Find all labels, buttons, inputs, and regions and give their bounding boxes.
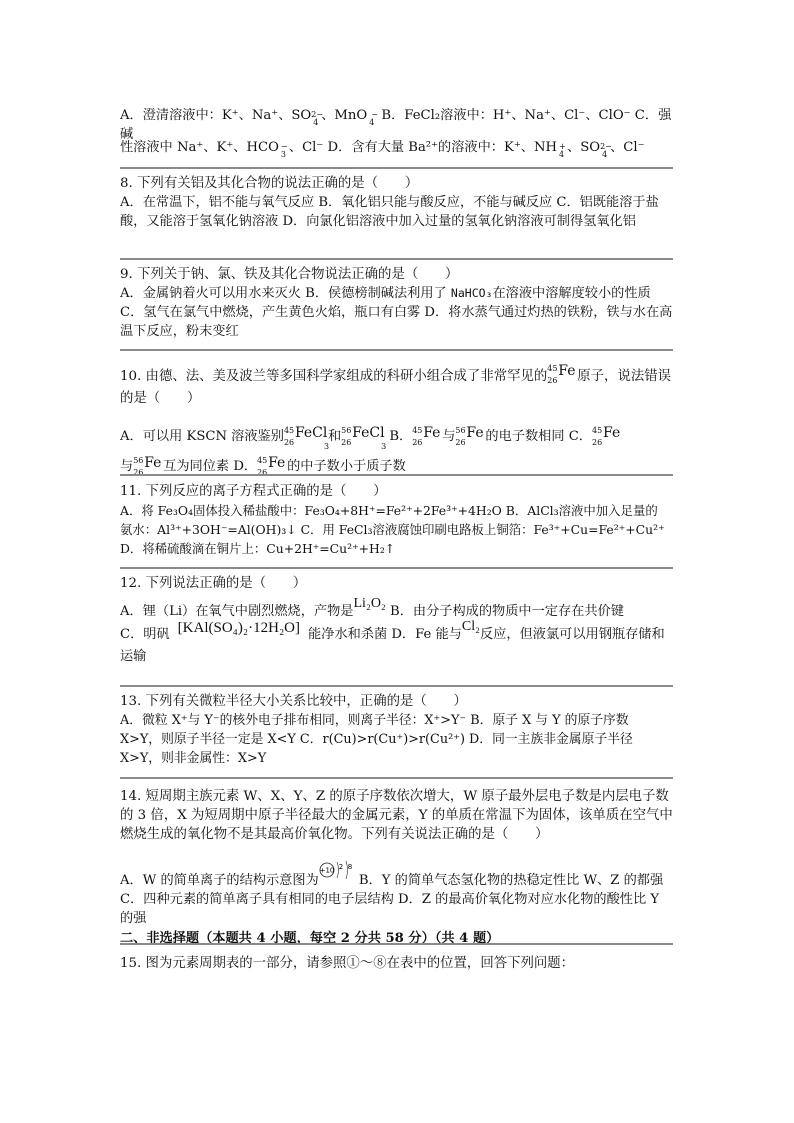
question-13 xyxy=(120,692,673,768)
fe45-isotope: 45 26 Fe xyxy=(592,425,621,447)
question-14 xyxy=(120,787,673,948)
shell-2-electrons: 8 xyxy=(347,863,352,871)
fe56cl3: 56 26 FeCl 3 xyxy=(341,425,387,451)
question-15 xyxy=(120,954,673,973)
q7-options xyxy=(120,106,673,157)
nucleus-charge: +10 xyxy=(319,866,335,875)
cl2-formula: Cl₂ xyxy=(461,619,481,634)
ion-structure-icon xyxy=(319,858,355,882)
divider xyxy=(120,777,673,779)
q12-options: A．锂（Li）在氧气中剧烈燃烧，产物是Li₂O₂ B．由分子构成的物质中一定存在共价键 C．明矾 [KAl(SO₄)₂·12H₂O] 能净水和杀菌 D．Fe 能与Cl₂反应，但液氯可以用钢瓶存储和运输 xyxy=(120,596,665,664)
divider xyxy=(120,167,673,169)
divider xyxy=(120,567,673,569)
question-10 xyxy=(120,360,673,480)
q8-title: 8. 下列有关铝及其化合物的说法正确的是（ ） xyxy=(120,176,419,191)
q11-title: 11. 下列反应的离子方程式正确的是（ ） xyxy=(120,484,387,499)
fe45-isotope: 45 26 Fe xyxy=(412,425,441,447)
fe45-isotope: 45 26 Fe xyxy=(257,455,286,477)
q14-options: A．W 的简单离子的结构示意图为 +10 2 8 B．Y 的简单气态氢化物的热稳定性比 W、Z 的都强 C．四种元素的简单离子具有相同的电子层结构 D．Z 的最高价氧化物对应水化物的酸性比 Y 的强 xyxy=(120,858,673,928)
q13-option-line-2: X>Y，则原子半径一定是 X<Y C．r(Cu)>r(Cu⁺)>r(Cu²⁺) D．同一主族非金属原子半径 xyxy=(120,732,633,747)
divider xyxy=(120,258,673,260)
alum-formula: [KAl(SO₄)₂·12H₂O] xyxy=(177,620,301,636)
q8-options: A．在常温下，铝不能与氧气反应 B．氧化铝只能与酸反应，不能与碱反应 C．铝既能溶于盐酸，又能溶于氢氧化钠溶液 D．向氯化铝溶液中加入过量的氢氧化钠溶液可制得氢氧化铝 xyxy=(120,195,659,229)
divider xyxy=(120,474,673,476)
question-12 xyxy=(120,574,673,668)
q9-options: A．金属钠着火可以用水来灭火 B．侯德榜制碱法利用了 NaHCO₃在溶液中溶解度较小的性质 C．氢气在氯气中燃烧，产生黄色火焰，瓶口有白雾 D．将水蒸气通过灼热的铁粉，铁与水在高温下反应，粉末变红 xyxy=(120,286,673,339)
question-8 xyxy=(120,174,673,231)
section-2-heading: 二、非选择题（本题共 4 小题，每空 2 分共 58 分）（共 4 题） xyxy=(120,931,500,946)
shell-1-electrons: 2 xyxy=(338,863,343,871)
q13-option-line-1: A．微粒 X⁺与 Y⁻的核外电子排布相同，则离子半径：X⁺>Y⁻ B．原子 X 与 Y 的原子序数 xyxy=(120,713,629,728)
divider xyxy=(120,349,673,351)
fe45-isotope: 45 26 Fe xyxy=(547,363,576,385)
q11-option-line-2: 氨水：Al³⁺+3OH⁻=Al(OH)₃↓ C．用 FeCl₃溶液腐蚀印刷电路板上铜箔：Fe³⁺+Cu=Fe²⁺+Cu²⁺ xyxy=(120,522,665,537)
question-11 xyxy=(120,482,673,558)
divider xyxy=(120,685,673,687)
q10-title: 10. 由德、法、美及波兰等多国科学家组成的科研小组合成了非常罕见的 45 26 Fe 原子，说法错误的是（ ） xyxy=(120,360,673,410)
q12-title: 12. 下列说法正确的是（ ） xyxy=(120,576,307,591)
q10-options: A．可以用 KSCN 溶液鉴别 45 26 FeCl 3 和 56 26 FeCl 3 B． 45 26 Fe 与 56 26 Fe 的电子数相同 C． 45 26 Fe 与 56 26 Fe 互为同位素 D． 45 26 Fe 的中子数小于质子数 xyxy=(120,420,673,480)
q13-option-line-3: X>Y，则非金属性：X>Y xyxy=(120,751,267,766)
li2o2-formula: Li₂O₂ xyxy=(353,596,386,611)
ion-structure-diagram xyxy=(319,858,355,882)
q14-title: 14. 短周期主族元素 W、X、Y、Z 的原子序数依次增大，W 原子最外层电子数是内层电子数的 3 倍，X 为短周期中原子半径最大的金属元素，Y 的单质在常温下为固体，该单质在空气中燃烧生成的氧化物不是其最高价氧化物。下列有关说法正确的是（ ） xyxy=(120,789,673,842)
question-9 xyxy=(120,265,673,341)
fe45cl3: 45 26 FeCl 3 xyxy=(283,425,330,451)
q11-option-line-1: A．将 Fe₃O₄固体投入稀盐酸中：Fe₃O₄+8H⁺=Fe²⁺+2Fe³⁺+4H₂O B．AlCl₃溶液中加入足量的 xyxy=(120,503,658,518)
q7-line-2: 性溶液中 Na⁺、K⁺、HCO − 3 、Cl⁻ D．含有大量 Ba²⁺的溶液中：K⁺、NH + 4 、SO 2− 4 、Cl⁻ xyxy=(120,140,645,159)
q15-title: 15. 图为元素周期表的一部分，请参照①～⑧在表中的位置，回答下列问题： xyxy=(120,956,575,971)
fe56-isotope: 56 26 Fe xyxy=(133,455,162,477)
divider xyxy=(120,943,673,945)
fe56-isotope: 56 26 Fe xyxy=(455,425,484,447)
q7-line-1: A．澄清溶液中：K⁺、Na⁺、SO 2− 4 、MnO − 4 B．FeCl₂溶液中：H⁺、Na⁺、Cl⁻、ClO⁻ C．强碱 xyxy=(120,108,672,142)
q9-title: 9. 下列关于钠、氯、铁及其化合物说法正确的是（ ） xyxy=(120,267,459,282)
q13-title: 13. 下列有关微粒半径大小关系比较中，正确的是（ ） xyxy=(120,694,467,709)
q11-option-line-3: D．将稀硫酸滴在铜片上：Cu+2H⁺=Cu²⁺+H₂↑ xyxy=(120,541,396,556)
